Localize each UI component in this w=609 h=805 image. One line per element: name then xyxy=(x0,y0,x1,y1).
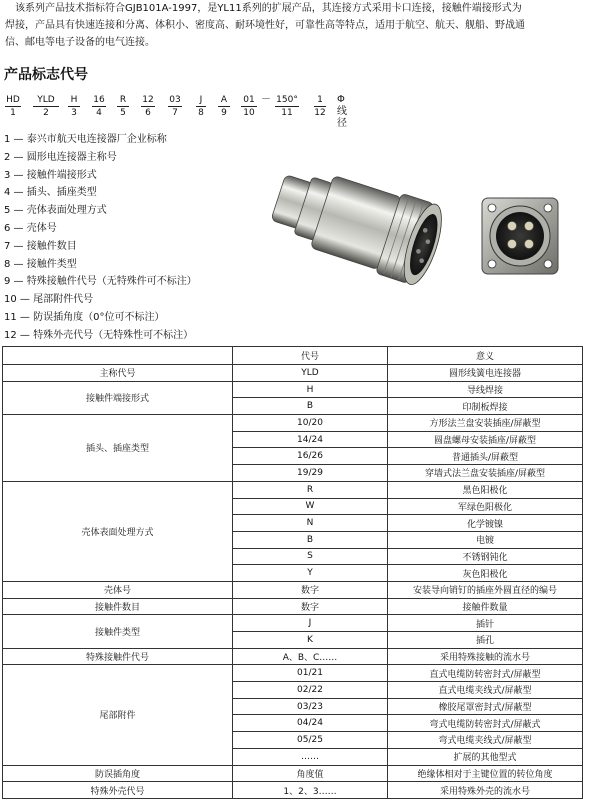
code-cell: 1、2、3…… xyxy=(233,782,388,799)
meaning-cell: 普通插头/屏蔽型 xyxy=(388,448,583,465)
group-name: 尾部附件 xyxy=(3,665,233,765)
table-row xyxy=(3,481,583,498)
meaning-cell: 灰色阳极化 xyxy=(388,565,583,582)
table-row xyxy=(3,598,583,615)
code-cell: 05/25 xyxy=(233,732,388,749)
meaning-cell: 电镀 xyxy=(388,531,583,548)
meaning-cell: 橡胶尾罩密封式/屏蔽型 xyxy=(388,698,583,715)
legend-item: 4 — 插头、插座类型 xyxy=(4,187,97,199)
code-part: A 9 xyxy=(218,94,230,120)
meaning-cell: 直式电缆防转密封式/屏蔽型 xyxy=(388,665,583,682)
group-name: 接触件端接形式 xyxy=(3,381,233,414)
legend-item: 8 — 接触件类型 xyxy=(4,258,77,270)
group-name: 插头、插座类型 xyxy=(3,415,233,482)
code-cell: R xyxy=(233,481,388,498)
legend-item: 9 — 特殊接触件代号（无特殊件可不标注） xyxy=(4,276,197,288)
legend-item: 12 — 特殊外壳代号（无特殊性可不标注） xyxy=(4,329,194,341)
legend-item: 11 — 防误插角度（0°位可不标注） xyxy=(4,311,165,323)
code-cell: 01/21 xyxy=(233,665,388,682)
table-row xyxy=(3,581,583,598)
panel-socket xyxy=(482,198,558,274)
intro-line: 焊接，产品具有快速连接和分离、体积小、密度高、耐环境性好，可靠性高等特点，适用于航空、航天、舰船、野战通 xyxy=(5,20,525,31)
meaning-cell: 接触件数量 xyxy=(388,598,583,615)
code-part: 150° 11 xyxy=(276,95,298,118)
code-cell: B xyxy=(233,398,388,415)
meaning-cell: 采用特殊外壳的流水号 xyxy=(388,782,583,799)
table-row xyxy=(3,615,583,632)
code-cell: 数字 xyxy=(233,598,388,615)
group-name: 接触件数目 xyxy=(3,598,233,615)
meaning-cell: 黑色阳极化 xyxy=(388,481,583,498)
meaning-cell: 安装导向销钉的插座外圆直径的编号 xyxy=(388,581,583,598)
code-cell: …… xyxy=(233,748,388,765)
meaning-cell: 采用特殊接触的流水号 xyxy=(388,648,583,665)
meaning-cell: 圆盘螺母安装插座/屏蔽型 xyxy=(388,431,583,448)
code-cell: N xyxy=(233,515,388,532)
code-part: 01 10 xyxy=(241,94,257,120)
legend-item: 7 — 接触件数目 xyxy=(4,240,77,252)
legend-item: 3 — 接触件端接形式 xyxy=(4,169,97,181)
code-cell: 14/24 xyxy=(233,431,388,448)
table-row xyxy=(3,765,583,782)
meaning-cell: 印制板焊接 xyxy=(388,398,583,415)
code-part: J 8 xyxy=(196,94,206,120)
table-header-cell: 意义 xyxy=(388,347,583,365)
meaning-cell: 弯式电缆夹线式/屏蔽型 xyxy=(388,732,583,749)
table-row xyxy=(3,365,583,382)
group-name: 壳体表面处理方式 xyxy=(3,481,233,581)
table-header-cell: 代号 xyxy=(233,347,388,365)
group-name: 壳体号 xyxy=(3,581,233,598)
code-part: YLD 2 xyxy=(33,94,59,120)
code-legend xyxy=(4,131,197,345)
meaning-cell: 绝缘体相对于主键位置的转位角度 xyxy=(388,765,583,782)
connector-product-photo xyxy=(250,160,600,330)
meaning-cell: 导线焊接 xyxy=(388,381,583,398)
group-name: 特殊外壳代号 xyxy=(3,782,233,799)
code-part: HD 1 xyxy=(6,95,20,118)
legend-item: 2 — 圆形电连接器主称号 xyxy=(4,151,117,163)
table-row xyxy=(3,415,583,432)
code-part: 1 12 xyxy=(314,95,326,118)
intro-paragraph xyxy=(5,0,605,51)
meaning-cell: 直式电缆夹线式/屏蔽型 xyxy=(388,682,583,699)
table-row xyxy=(3,648,583,665)
code-part: 16 4 xyxy=(93,95,105,118)
code-cell: S xyxy=(233,548,388,565)
code-cell: 角度值 xyxy=(233,765,388,782)
table-row xyxy=(3,381,583,398)
group-name: 特殊接触件代号 xyxy=(3,648,233,665)
group-name: 接触件类型 xyxy=(3,615,233,648)
code-cell: 数字 xyxy=(233,581,388,598)
code-cell: 16/26 xyxy=(233,448,388,465)
code-cell: 03/23 xyxy=(233,698,388,715)
code-cell: W xyxy=(233,498,388,515)
code-cell: J xyxy=(233,615,388,632)
plug-connector xyxy=(265,160,449,289)
code-cell: K xyxy=(233,632,388,649)
table-row xyxy=(3,782,583,799)
legend-item: 10 — 尾部附件代号 xyxy=(4,294,94,306)
meaning-cell: 扩展的其他型式 xyxy=(388,748,583,765)
code-cell: 04/24 xyxy=(233,715,388,732)
meaning-cell: 插孔 xyxy=(388,632,583,649)
code-cell: 19/29 xyxy=(233,465,388,482)
meaning-cell: 穿墙式法兰盘安装插座/屏蔽型 xyxy=(388,465,583,482)
code-part: R 5 xyxy=(117,94,129,120)
table-header-row xyxy=(3,347,583,365)
code-dash: － xyxy=(261,94,271,105)
spec-table xyxy=(2,346,583,799)
code-part: 03 7 xyxy=(169,95,181,118)
meaning-cell: 方形法兰盘安装插座/屏蔽型 xyxy=(388,415,583,432)
legend-item: 6 — 壳体号 xyxy=(4,222,57,234)
code-part: H 3 xyxy=(68,94,80,120)
code-cell: B xyxy=(233,531,388,548)
meaning-cell: 圆形线簧电连接器 xyxy=(388,365,583,382)
code-cell: A、B、C…… xyxy=(233,648,388,665)
meaning-cell: 弯式电缆防转密封式/屏蔽式 xyxy=(388,715,583,732)
code-cell: 02/22 xyxy=(233,682,388,699)
code-cell: H xyxy=(233,381,388,398)
code-cell: Y xyxy=(233,565,388,582)
legend-item: 1 — 泰兴市航天电连接器厂企业标称 xyxy=(4,134,167,145)
meaning-cell: 插针 xyxy=(388,615,583,632)
intro-line: 该系列产品技术指标符合GJB101A-1997，是YL11系列的扩展产品，其连接方式采用卡口连接，接触件端接形式为 xyxy=(5,3,522,14)
meaning-cell: 军绿色阳极化 xyxy=(388,498,583,515)
code-part: 12 6 xyxy=(142,95,154,118)
group-name: 防误插角度 xyxy=(3,765,233,782)
table-header-cell xyxy=(3,347,233,365)
code-cell: YLD xyxy=(233,365,388,382)
legend-item: 5 — 壳体表面处理方式 xyxy=(4,205,107,217)
table-row xyxy=(3,665,583,682)
section-heading: 产品标志代号 xyxy=(4,67,88,83)
meaning-cell: 不锈钢钝化 xyxy=(388,548,583,565)
group-name: 主称代号 xyxy=(3,365,233,382)
code-tail-diameter: Φ线径 xyxy=(337,94,347,129)
intro-line: 信、邮电等电子设备的电气连接。 xyxy=(5,37,155,48)
code-cell: 10/20 xyxy=(233,415,388,432)
meaning-cell: 化学镀镍 xyxy=(388,515,583,532)
